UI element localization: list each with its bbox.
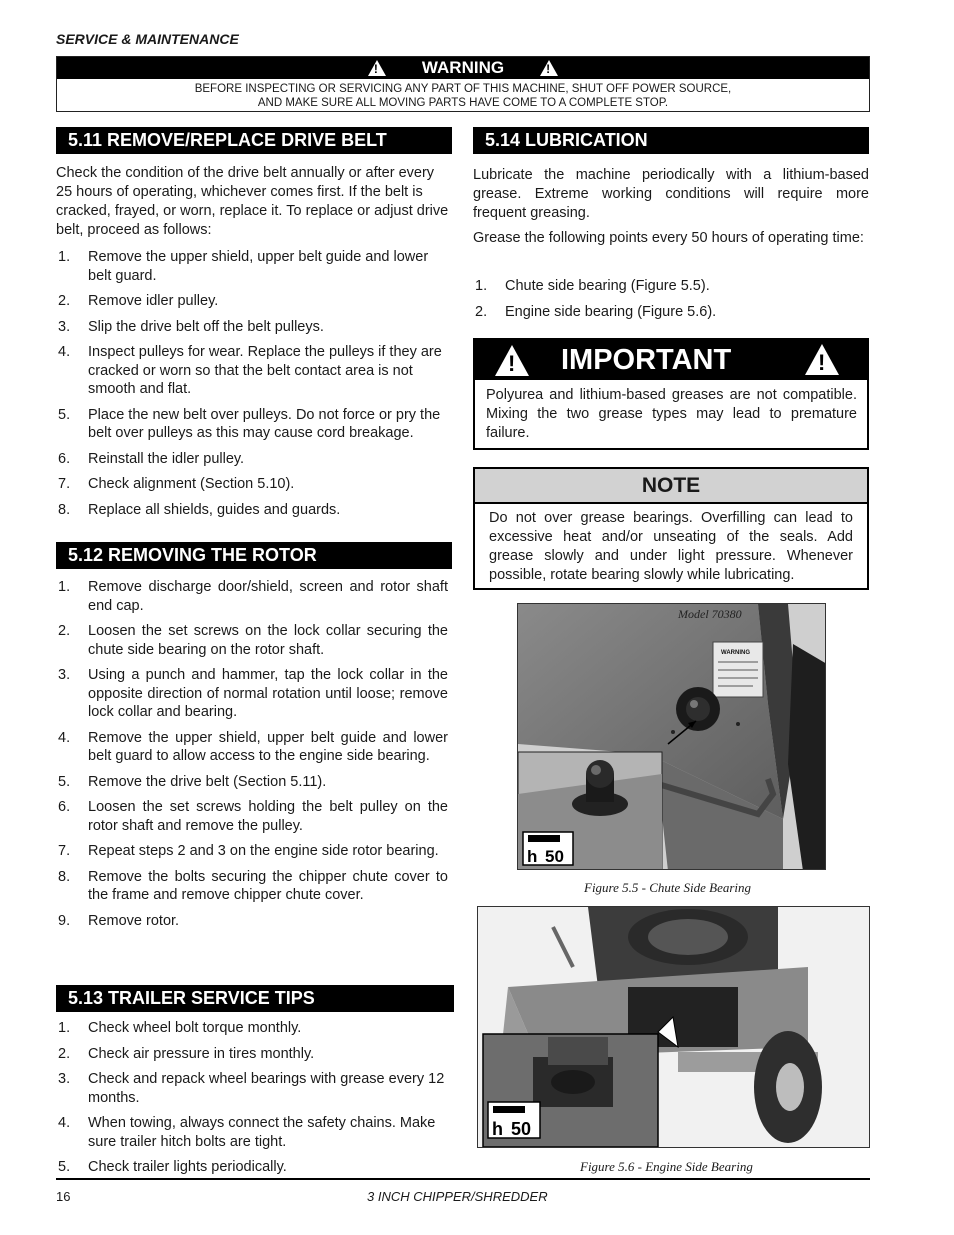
step-number: 6.: [58, 799, 71, 815]
step-text: Repeat steps 2 and 3 on the engine side rotor bearing.: [88, 843, 439, 859]
step-number: 1.: [475, 278, 488, 294]
warning-line-2: AND MAKE SURE ALL MOVING PARTS HAVE COME TO A COMPLETE STOP.: [257, 97, 669, 109]
section-514-heading: 5.14 LUBRICATION: [473, 127, 869, 154]
grease-h-text-2: h: [492, 1119, 503, 1139]
grease-interval-text: 50: [545, 847, 564, 866]
step-text: Remove the upper shield, upper belt guide and lower belt guard to allow access to the engine side bearing.: [88, 729, 448, 764]
list-item: [56, 1158, 454, 1177]
step-text: Remove the upper shield, upper belt guide and lower belt guard.: [88, 249, 429, 284]
list-item: [56, 1045, 454, 1064]
step-number: 1.: [58, 249, 71, 265]
warning-line-1: BEFORE INSPECTING OR SERVICING ANY PART OF THIS MACHINE, SHUT OFF POWER SOURCE,: [194, 83, 732, 95]
step-number: 8.: [58, 501, 71, 518]
step-number: 5.: [58, 773, 71, 790]
step-text: Check wheel bolt torque monthly.: [88, 1020, 302, 1036]
step-number: 7.: [58, 843, 71, 859]
list-item: [56, 912, 448, 931]
list-item: [56, 318, 452, 337]
important-right-icon: [805, 344, 839, 375]
section-514-intro-2: Grease the following points every 50 hours of operating time:: [473, 230, 864, 246]
model-plate-text: Model 70380: [678, 607, 742, 621]
important-box: [473, 338, 869, 450]
page-header-title: SERVICE & MAINTENANCE: [56, 31, 239, 47]
list-item: [56, 248, 452, 285]
list-item: [56, 578, 448, 615]
section-514-steps: [473, 277, 869, 328]
list-item: [56, 501, 452, 520]
step-number: 1.: [58, 579, 71, 595]
engine-side-bearing-illustration: [478, 907, 870, 1148]
list-item: [56, 1070, 454, 1107]
warning-text: [57, 79, 869, 110]
step-text: Using a punch and hammer, tap the lock collar in the opposite direction of normal rotation until loose; remove lock collar and bearing.: [88, 667, 448, 720]
step-text: Check alignment (Section 5.10).: [88, 476, 295, 492]
list-item: [56, 666, 448, 722]
section-513-heading: 5.13 TRAILER SERVICE TIPS: [56, 985, 454, 1012]
important-label: IMPORTANT: [561, 343, 732, 376]
step-text: Inspect pulleys for wear. Replace the pulleys if they are cracked or worn so that the belt contact area is not smooth and flat.: [88, 344, 442, 397]
step-text: Check air pressure in tires monthly.: [88, 1045, 315, 1062]
step-text: Check and repack wheel bearings with grease every 12 months.: [88, 1071, 445, 1106]
step-text: Loosen the set screws holding the belt pulley on the rotor shaft and remove the pulley.: [88, 799, 448, 834]
section-511-heading: 5.11 REMOVE/REPLACE DRIVE BELT: [56, 127, 452, 154]
warning-box: [56, 56, 870, 112]
decal-warning-text: WARNING: [721, 650, 750, 656]
list-item: [56, 450, 452, 469]
step-number: 3.: [58, 667, 71, 683]
list-item: [56, 343, 452, 399]
step-number: 2.: [58, 293, 71, 309]
step-text: Remove discharge door/shield, screen and rotor shaft end cap.: [88, 579, 448, 614]
figure-5-6-caption: Figure 5.6 - Engine Side Bearing: [580, 1159, 753, 1174]
warning-label: WARNING: [421, 58, 505, 77]
step-text: Reinstall the idler pulley.: [88, 450, 245, 467]
step-number: 1.: [58, 1020, 71, 1036]
step-number: 8.: [58, 868, 71, 885]
section-511-steps: [56, 248, 452, 526]
step-number: 2.: [475, 303, 488, 320]
step-text: Loosen the set screws on the lock collar securing the chute side bearing on the rotor shaft.: [88, 623, 448, 658]
step-number: 2.: [58, 1045, 71, 1062]
grease-interval-text-2: 50: [511, 1119, 532, 1139]
step-text: Remove the bolts securing the chipper chute cover to the frame and remove chipper chute cover.: [88, 868, 448, 903]
step-number: 7.: [58, 476, 71, 492]
step-text: Remove rotor.: [88, 912, 180, 929]
footer-rule: [56, 1178, 870, 1180]
warning-bar: [57, 57, 869, 79]
step-number: 2.: [58, 623, 71, 639]
list-item: [56, 868, 448, 905]
step-number: 5.: [58, 406, 71, 423]
list-item: [473, 303, 869, 322]
step-number: 9.: [58, 912, 71, 929]
note-label: NOTE: [475, 469, 867, 504]
section-511-intro: Check the condition of the drive belt annually or after every 25 hours of operating, whichever comes first. If the belt is cracked, frayed, or worn, replace it. To replace or adjust drive belt, proceed as follows:: [56, 165, 449, 238]
step-number: 3.: [58, 318, 71, 335]
section-512-heading: 5.12 REMOVING THE ROTOR: [56, 542, 452, 569]
chute-side-bearing-illustration: [518, 604, 826, 870]
step-text: Remove the drive belt (Section 5.11).: [88, 773, 327, 790]
list-item: [56, 842, 448, 861]
section-514-intro-1: Lubricate the machine periodically with a lithium-based grease. Extreme working conditions will require more frequent greasing.: [473, 167, 869, 221]
warning-left-icon: [368, 60, 386, 76]
step-number: 4.: [58, 729, 71, 746]
important-left-icon: [495, 345, 529, 376]
important-text: Polyurea and lithium-based greases are not compatible. Mixing the two grease types may lead to premature failure.: [486, 387, 857, 441]
figure-5-6-photo: [477, 906, 870, 1148]
note-box: [473, 467, 869, 590]
step-number: 4.: [58, 344, 71, 360]
warning-right-icon: [540, 60, 558, 76]
step-text: Engine side bearing (Figure 5.6).: [505, 303, 717, 320]
list-item: [56, 292, 452, 311]
section-512-steps: [56, 578, 448, 937]
step-text: Chute side bearing (Figure 5.5).: [505, 278, 710, 294]
list-item: [56, 1114, 454, 1151]
step-text: Slip the drive belt off the belt pulleys.: [88, 318, 324, 335]
step-text: Place the new belt over pulleys. Do not force or pry the belt over pulleys as this may cause cord breakage.: [88, 406, 441, 441]
step-number: 3.: [58, 1071, 71, 1087]
step-number: 5.: [58, 1159, 71, 1175]
important-bar: [475, 340, 867, 380]
list-item: [56, 773, 448, 792]
list-item: [56, 475, 452, 494]
footer-doc-title: 3 INCH CHIPPER/SHREDDER: [367, 1189, 548, 1204]
section-513-steps: [56, 1019, 454, 1184]
step-text: Check trailer lights periodically.: [88, 1159, 287, 1175]
list-item: [56, 406, 452, 443]
step-text: Remove idler pulley.: [88, 293, 219, 309]
list-item: [56, 1019, 454, 1038]
step-number: 6.: [58, 450, 71, 467]
list-item: [56, 622, 448, 659]
grease-h-text: h: [527, 847, 538, 866]
note-text: Do not over grease bearings. Overfilling can lead to excessive heat and/or unseating of the seals. Add grease slowly and under light pressure. Whenever possible, rotate bearing slowly while lubricating.: [489, 510, 853, 583]
page-number: 16: [56, 1189, 71, 1204]
figure-5-5-caption: Figure 5.5 - Chute Side Bearing: [584, 880, 752, 895]
step-text: When towing, always connect the safety chains. Make sure trailer hitch bolts are tight.: [88, 1115, 436, 1150]
figure-5-5-photo: [517, 603, 826, 870]
step-number: 4.: [58, 1115, 71, 1131]
list-item: [56, 729, 448, 766]
step-text: Replace all shields, guides and guards.: [88, 501, 341, 518]
list-item: [473, 277, 869, 296]
list-item: [56, 798, 448, 835]
